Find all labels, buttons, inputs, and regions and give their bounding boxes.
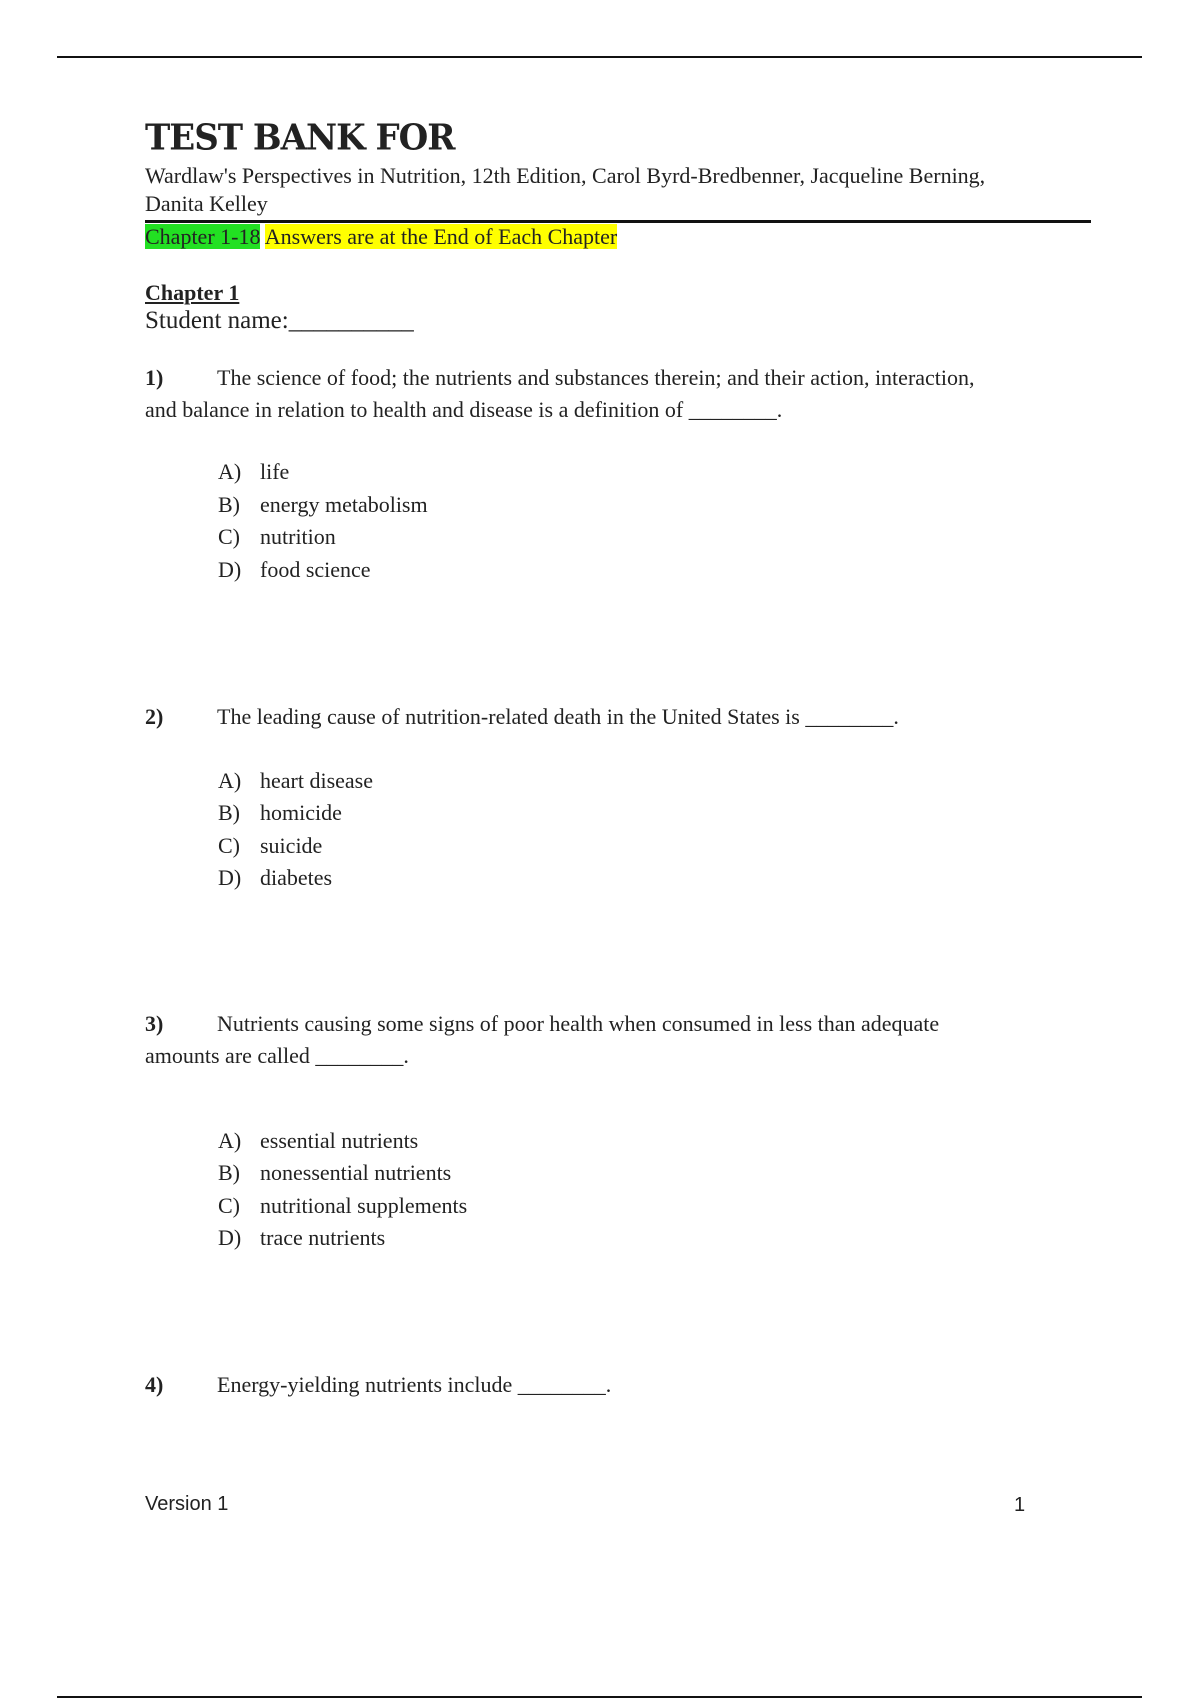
option-letter: A) <box>218 459 242 484</box>
question-text: The leading cause of nutrition-related death in the United States is ________. <box>217 704 899 729</box>
q3-option-d <box>218 1225 385 1251</box>
footer-version: Version 1 <box>145 1493 229 1515</box>
option-text: diabetes <box>260 865 333 890</box>
q3-option-b <box>218 1160 451 1186</box>
option-text: trace nutrients <box>260 1225 386 1250</box>
option-text: essential nutrients <box>260 1128 419 1153</box>
footer-page-number: 1 <box>1014 1494 1026 1516</box>
question-3 <box>145 1011 939 1037</box>
question-4 <box>145 1372 611 1398</box>
q1-option-b <box>218 492 428 518</box>
q3-option-a <box>218 1128 418 1154</box>
q2-option-d <box>218 865 332 891</box>
q1-option-d <box>218 557 371 583</box>
question-text: Nutrients causing some signs of poor health when consumed in less than adequate <box>217 1011 940 1036</box>
chapter-range-note <box>145 224 617 250</box>
header-rule <box>145 220 1091 223</box>
answers-note-highlight: Answers are at the End of Each Chapter <box>264 224 618 249</box>
top-rule <box>57 56 1142 58</box>
q2-option-b <box>218 800 342 826</box>
option-text: homicide <box>260 800 342 825</box>
option-letter: A) <box>218 1128 242 1153</box>
q2-option-a <box>218 768 373 794</box>
option-letter: B) <box>218 492 240 517</box>
q1-option-a <box>218 459 289 485</box>
chapter-heading: Chapter 1 <box>145 280 240 305</box>
chapter-range-highlight: Chapter 1-18 <box>145 224 261 249</box>
q3-option-c <box>218 1193 467 1219</box>
option-letter: C) <box>218 524 240 549</box>
option-text: nutrition <box>260 524 336 549</box>
question-3-line-2: amounts are called ________. <box>145 1043 409 1068</box>
option-text: life <box>260 459 290 484</box>
option-letter: D) <box>218 865 242 890</box>
q2-option-c <box>218 833 322 859</box>
option-letter: A) <box>218 768 242 793</box>
document-title: TEST BANK FOR <box>145 117 455 159</box>
q1-option-c <box>218 524 336 550</box>
option-text: food science <box>260 557 371 582</box>
subtitle-line-1: Wardlaw's Perspectives in Nutrition, 12th Edition, Carol Byrd-Bredbenner, Jacqueline Berning, <box>145 163 986 188</box>
option-letter: D) <box>218 557 242 582</box>
option-letter: C) <box>218 833 240 858</box>
subtitle-line-2: Danita Kelley <box>145 191 268 216</box>
question-1 <box>145 365 975 391</box>
option-text: nutritional supplements <box>260 1193 468 1218</box>
question-1-line-2: and balance in relation to health and disease is a definition of ________. <box>145 397 783 422</box>
question-number: 2) <box>145 704 164 729</box>
option-letter: B) <box>218 1160 240 1185</box>
student-name-field: Student name:__________ <box>145 307 414 334</box>
option-text: nonessential nutrients <box>260 1160 452 1185</box>
question-2 <box>145 704 899 730</box>
question-text: The science of food; the nutrients and substances therein; and their action, interaction, <box>217 365 975 390</box>
option-text: suicide <box>260 833 323 858</box>
question-text: Energy-yielding nutrients include ________. <box>217 1372 612 1397</box>
option-letter: B) <box>218 800 240 825</box>
option-letter: C) <box>218 1193 240 1218</box>
option-letter: D) <box>218 1225 242 1250</box>
bottom-rule <box>57 1696 1142 1698</box>
question-number: 1) <box>145 365 164 390</box>
option-text: heart disease <box>260 768 373 793</box>
question-number: 3) <box>145 1011 164 1036</box>
option-text: energy metabolism <box>260 492 428 517</box>
question-number: 4) <box>145 1372 164 1397</box>
